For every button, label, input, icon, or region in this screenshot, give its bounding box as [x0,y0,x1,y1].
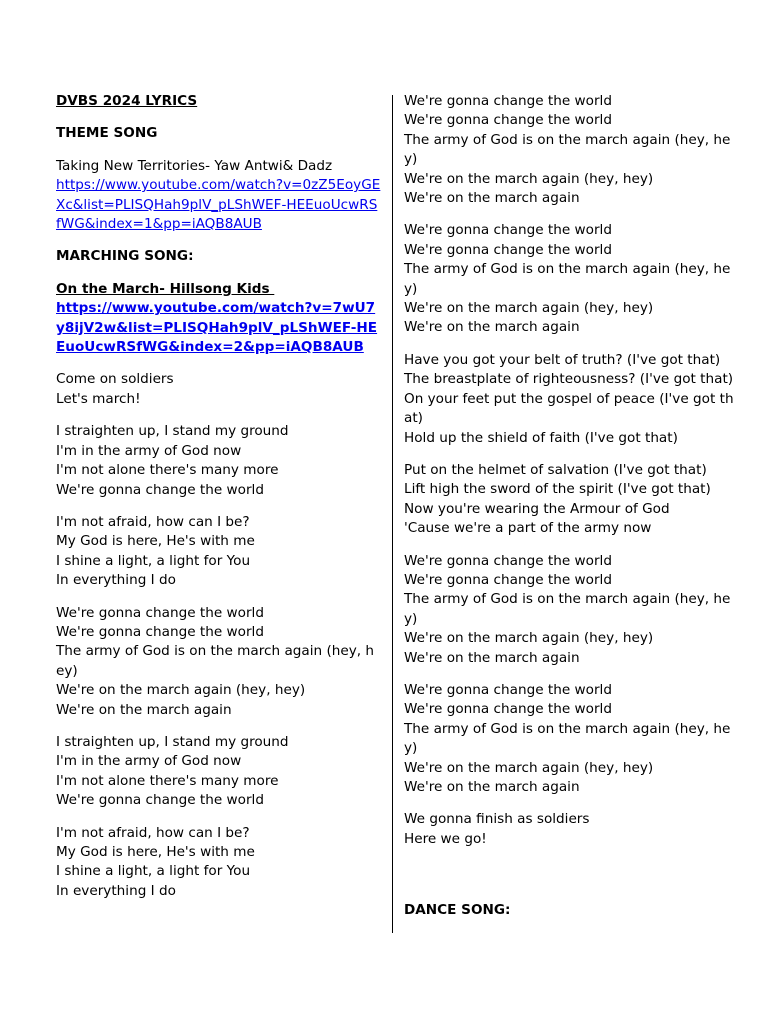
lyric-line: I'm not alone there's many more [56,772,279,789]
lyric-line: Hold up the shield of faith (I've got that) [404,429,678,446]
lyric-line: Put on the helmet of salvation (I've got that) [404,461,707,478]
lyric-line: We're gonna change the world [404,552,612,569]
lyric-line: We're gonna change the world [404,681,612,698]
marching-song-link[interactable]: https://www.youtube.com/watch?v=7wU7y8ijV2w&list=PLISQHah9plV_pLShWEF-HEEuoUcwRSfWG&index=2&pp=iAQB8AUB [56,300,378,356]
lyric-stanza [56,733,382,811]
right-column [404,92,734,934]
lyric-line: In everything I do [56,882,176,899]
lyric-line: We're on the march again (hey, hey) [404,630,654,647]
lyric-line: I shine a light, a light for You [56,552,251,569]
lyric-line: Come on soldiers [56,371,174,388]
lyric-line: We're on the march again [404,319,580,336]
document-title: DVBS 2024 LYRICS [56,93,198,109]
lyric-stanza [56,824,382,902]
dance-song-heading: DANCE SONG: [404,902,511,919]
lyric-line: The breastplate of righteousness? (I've got that) [404,371,734,388]
lyric-line: My God is here, He's with me [56,844,255,860]
lyric-stanza [56,370,382,409]
lyric-stanza [404,351,734,448]
lyric-line: I'm not afraid, how can I be? [56,513,250,530]
lyric-line: In everything I do [56,572,176,589]
lyric-stanza [56,604,382,720]
lyric-line: The army of God is on the march again (hey, hey) [404,591,731,627]
lyric-line: Here we go! [404,830,487,847]
lyric-line: We're gonna change the world [404,571,612,588]
marching-song-block [56,280,382,358]
lyric-stanza [56,422,382,500]
lyric-line: We gonna finish as soldiers [404,811,590,828]
lyric-line: On your feet put the gospel of peace (I've got that) [404,390,734,427]
left-lyrics [56,370,382,901]
lyric-line: We're gonna change the world [56,604,264,621]
lyric-stanza [404,221,734,337]
lyric-line: We're on the march again [404,190,580,207]
theme-song-title: Taking New Territories- Yaw Antwi& Dadz [56,157,333,174]
lyric-line: The army of God is on the march again (hey, hey) [56,643,375,679]
lyric-line: The army of God is on the march again (hey, hey) [404,261,731,297]
lyric-line: We're gonna change the world [404,241,612,258]
lyric-line: We're on the march again [56,701,232,718]
theme-song-link[interactable]: https://www.youtube.com/watch?v=0zZ5EoyGEXc&list=PLISQHah9plV_pLShWEF-HEEuoUcwRSfWG&index=1&pp=iAQB8AUB [56,177,381,233]
lyric-line: We're gonna change the world [404,112,612,129]
lyric-line: We're on the march again (hey, hey) [404,170,654,187]
lyric-stanza [404,92,734,208]
lyric-stanza [404,552,734,668]
column-divider [392,95,393,933]
lyric-line: My God is here, He's with me [56,533,255,550]
lyric-line: We're on the march again (hey, hey) [404,759,654,776]
theme-song-heading: THEME SONG [56,125,158,142]
lyric-line: I'm not alone there's many more [56,462,279,479]
lyric-line: I straighten up, I stand my ground [56,423,289,440]
lyric-line: We're on the march again (hey, hey) [56,682,306,699]
lyric-line: I shine a light, a light for You [56,863,251,880]
lyric-line: We're gonna change the world [56,623,264,640]
lyric-line: We're gonna change the world [56,481,264,498]
lyric-line: We're on the march again [404,649,580,666]
lyric-line: Have you got your belt of truth? (I've got that) [404,351,721,368]
marching-song-heading: MARCHING SONG: [56,248,194,265]
lyric-line: I'm in the army of God now [56,753,242,770]
lyric-line: The army of God is on the march again (hey, hey) [404,720,731,757]
lyric-line: The army of God is on the march again (hey, hey) [404,131,731,168]
lyric-line: We're gonna change the world [404,701,612,718]
lyric-line: I'm not afraid, how can I be? [56,824,250,841]
lyric-stanza [56,513,382,591]
theme-song-block [56,157,382,235]
lyric-line: I'm in the army of God now [56,442,242,459]
marching-song-title: On the March- Hillsong Kids [56,280,275,297]
lyric-line: We're gonna change the world [404,93,612,109]
lyric-stanza [404,810,734,849]
lyric-stanza [404,681,734,797]
lyric-line: We're gonna change the world [56,792,264,809]
lyric-stanza [404,461,734,539]
left-column [56,92,382,914]
lyric-line: 'Cause we're a part of the army now [404,520,652,537]
right-lyrics [404,92,734,849]
spacer [404,862,734,901]
lyric-line: We're on the march again [404,779,580,795]
lyric-line: I straighten up, I stand my ground [56,733,289,750]
lyric-line: We're gonna change the world [404,222,612,239]
lyric-line: Let's march! [56,390,141,407]
lyric-line: Now you're wearing the Armour of God [404,500,670,517]
lyric-line: Lift high the sword of the spirit (I've got that) [404,481,711,498]
lyric-line: We're on the march again (hey, hey) [404,300,654,317]
